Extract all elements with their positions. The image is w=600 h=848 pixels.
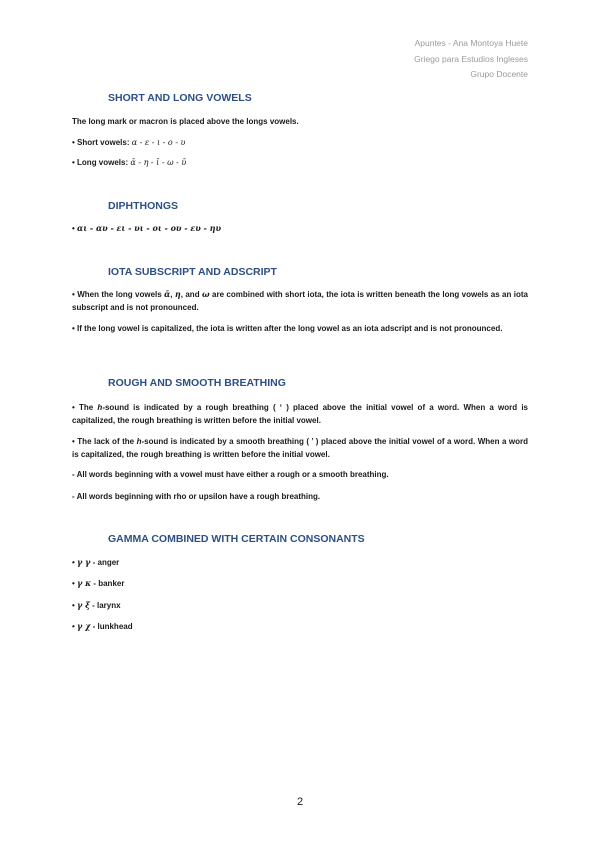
breathing-note-vowel: - All words beginning with a vowel must have either a rough or a smooth breathing. — [72, 470, 389, 479]
header-group: Grupo Docente — [470, 69, 528, 79]
long-vowels-greek: ᾱ - η - ῑ - ω - ῡ — [130, 158, 187, 167]
list-item: • γ ξ - larynx — [72, 600, 121, 610]
breathing-paragraph-smooth: • The lack of the h-sound is indicated by a smooth breathing ( ’ ) placed above the initial vowel of a word. When a word is capitalized, the rough breathing is written before the initial vowel. — [72, 437, 529, 459]
page-number: 2 — [296, 796, 304, 808]
list-item: • γ γ - anger — [72, 557, 120, 567]
diphthong-list: • αι - αυ - ει - υι - οι - ου - ευ - ηυ — [72, 223, 222, 233]
long-vowels-line: • Long vowels: ᾱ - η - ῑ - ω - ῡ — [72, 158, 187, 167]
breathing-paragraph-rough: • The h-sound is indicated by a rough breathing ( ‘ ) placed above the initial vowel of a word. When a word is capitalized, the rough breathing is written before the initial vowel. — [72, 403, 529, 425]
diphthongs-greek: αι - αυ - ει - υι - οι - ου - ευ - ηυ — [77, 223, 222, 233]
iota-paragraph-1: • When the long vowels ᾱ, η, and ω are combined with short iota, the iota is written beneath the long vowels as an iota subscript and is not pronounced. — [72, 289, 528, 312]
list-item: • γ κ - banker — [72, 578, 125, 588]
short-vowels-line: • Short vowels: α - ε - ι - ο - υ — [72, 138, 186, 147]
list-item: • γ χ - lunkhead — [72, 621, 133, 631]
iota-paragraph-2: • If the long vowel is capitalized, the iota is written after the long vowel as an iota adscript and is not pronounced. — [72, 324, 503, 333]
short-vowels-greek: α - ε - ι - ο - υ — [131, 138, 186, 147]
section-title-short-long-vowels: SHORT AND LONG VOWELS — [108, 92, 252, 104]
macron-intro: The long mark or macron is placed above the longs vowels. — [72, 117, 299, 126]
section-title-diphthongs: DIPHTHONGS — [108, 200, 179, 212]
section-title-breathing: ROUGH AND SMOOTH BREATHING — [108, 377, 286, 389]
running-header — [414, 36, 528, 83]
section-title-iota: IOTA SUBSCRIPT AND ADSCRIPT — [108, 266, 277, 278]
breathing-note-rho: - All words beginning with rho or upsilon have a rough breathing. — [72, 492, 321, 501]
header-course: Griego para Estudios Ingleses — [414, 53, 528, 64]
header-author: Apuntes - Ana Montoya Huete — [414, 38, 528, 48]
section-title-gamma: GAMMA COMBINED WITH CERTAIN CONSONANTS — [108, 533, 365, 545]
